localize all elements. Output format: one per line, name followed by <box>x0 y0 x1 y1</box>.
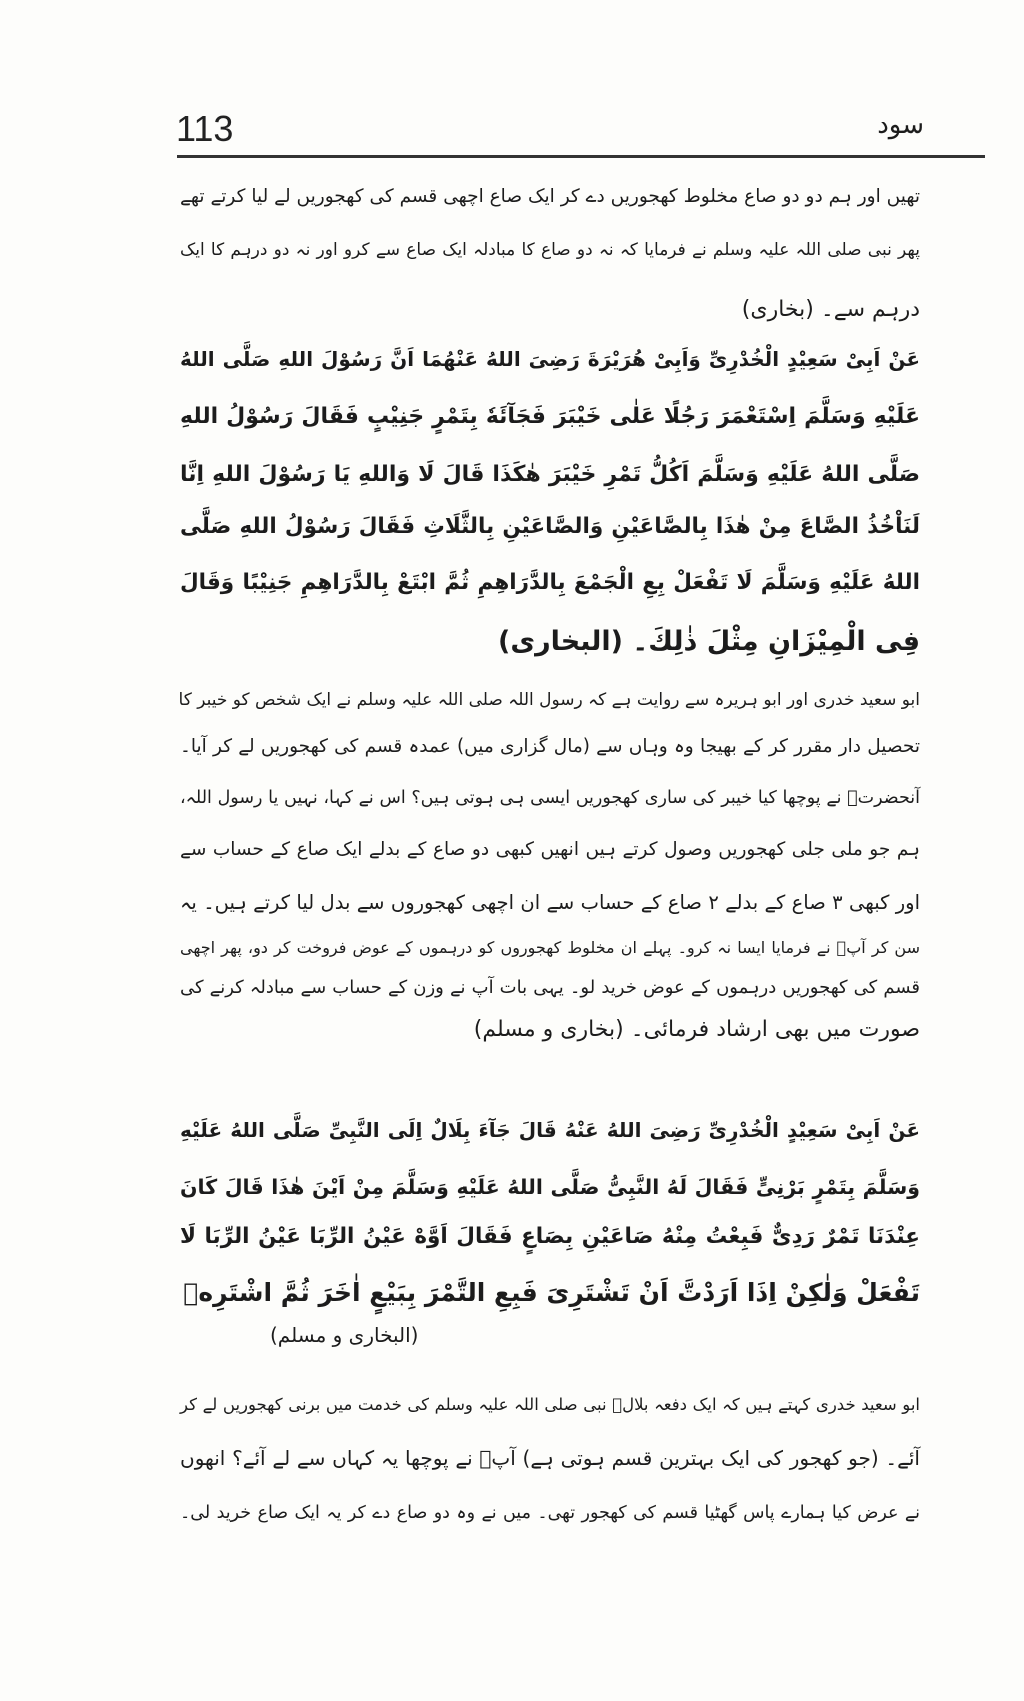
urdu-line: آنحضرتؐ نے پوچھا کیا خیبر کی ساری کھجوریں ایسی ہی ہوتی ہیں؟ اس نے کہا، نہیں یا رسول اللہ، <box>180 788 920 808</box>
arabic-line: تَفْعَلْ وَلٰكِنْ اِذَا اَرَدْتَّ اَنْ تَشْتَرِیَ فَبِعِ التَّمْرَ بِبَیْعٍ اٰخَرَ ثُمَّ اشْتَرِهٖ <box>183 1278 920 1307</box>
urdu-line: تھیں اور ہم دو دو صاع مخلوط کھجوریں دے کر ایک صاع اچھی قسم کی کھجوریں لے لیا کرتے تھے <box>180 186 920 207</box>
urdu-line: صورت میں بھی ارشاد فرمائی۔ (بخاری و مسلم) <box>473 1017 920 1042</box>
urdu-line: درہم سے۔ (بخاری) <box>741 297 920 322</box>
arabic-line: فِی الْمِیْزَانِ مِثْلَ ذٰلِكَ۔ (البخاری) <box>498 626 920 657</box>
header-rule <box>177 155 985 158</box>
arabic-line: عَنْ اَبِیْ سَعِیْدٍ الْخُدْرِیِّ رَضِیَ اللهُ عَنْهُ قَالَ جَآءَ بِلَالٌ اِلَی النَّبِیِّ صَلَّی اللهُ عَلَیْهِ <box>180 1118 920 1142</box>
arabic-line: اللهُ عَلَیْهِ وَسَلَّمَ لَا تَفْعَلْ بِعِ الْجَمْعَ بِالدَّرَاهِمِ ثُمَّ ابْتَعْ بِالدَّرَاهِمِ جَنِیْبًا وَقَالَ <box>180 570 920 595</box>
urdu-line: ابو سعید خدری اور ابو ہریرہ سے روایت ہے کہ رسول اللہ صلی اللہ علیہ وسلم نے ایک شخص کو خیبر کا <box>178 690 920 710</box>
arabic-line: عَلَیْهِ وَسَلَّمَ اِسْتَعْمَرَ رَجُلًا عَلٰی خَیْبَرَ فَجَآئَهٗ بِتَمْرٍ جَنِیْبٍ فَقَالَ رَسُوْلُ اللهِ <box>180 404 920 429</box>
urdu-line: اور کبھی ۳ صاع کے بدلے ۲ صاع کے حساب سے ان اچھی کھجوروں سے بدل لیا کرتے ہیں۔ یہ <box>180 891 920 914</box>
urdu-line: ہم جو ملی جلی کھجوریں وصول کرتے ہیں انھیں کبھی دو صاع کے بدلے ایک صاع کے حساب سے <box>180 839 920 860</box>
urdu-line: سن کر آپؐ نے فرمایا ایسا نہ کرو۔ پہلے ان مخلوط کھجوروں کو درہموں کے عوض فروخت کر دو، پھر اچھی <box>180 938 920 957</box>
urdu-line: آئے۔ (جو کھجور کی ایک بہترین قسم ہوتی ہے) آپؐ نے پوچھا یہ کہاں سے لے آئے؟ انھوں <box>180 1446 920 1470</box>
chapter-title: سود <box>877 110 924 140</box>
urdu-line: ابو سعید خدری کہتے ہیں کہ ایک دفعہ بلالؓ نبی صلی اللہ علیہ وسلم کی خدمت میں برنی کھجوریں لے کر <box>180 1395 920 1414</box>
arabic-line: صَلَّی اللهُ عَلَیْهِ وَسَلَّمَ اَكُلُّ تَمْرِ خَیْبَرَ هٰكَذَا قَالَ لَا وَاللهِ یَا رَسُوْلَ اللهِ اِنَّا <box>180 462 920 487</box>
citation: (البخاری و مسلم) <box>270 1323 419 1347</box>
arabic-line: عِنْدَنَا تَمْرٌ رَدِیٌّ فَبِعْتُ مِنْهُ صَاعَیْنِ بِصَاعٍ فَقَالَ اَوَّهْ عَیْنُ الرِّبَا عَیْنُ الرِّبَا لَا <box>180 1224 920 1249</box>
urdu-line: پھر نبی صلی اللہ علیہ وسلم نے فرمایا کہ نہ دو صاع کا مبادلہ ایک صاع سے کرو اور نہ دو درہم کا ایک <box>180 240 920 260</box>
arabic-line: لَنَاْخُذُ الصَّاعَ مِنْ هٰذَا بِالصَّاعَیْنِ وَالصَّاعَیْنِ بِالثَّلَاثِ فَقَالَ رَسُوْلُ اللهِ صَلَّی <box>180 514 920 539</box>
page-number: 113 <box>176 108 234 149</box>
urdu-line: تحصیل دار مقرر کر کے بھیجا وہ وہاں سے (مال گزاری میں) عمدہ قسم کی کھجوریں لے کر آیا۔ <box>180 736 920 757</box>
urdu-line: نے عرض کیا ہمارے پاس گھٹیا قسم کی کھجور تھی۔ میں نے وہ دو صاع دے کر یہ ایک صاع خرید لی۔ <box>180 1503 920 1523</box>
urdu-line: قسم کی کھجوریں درہموں کے عوض خرید لو۔ یہی بات آپ نے وزن کے حساب سے مبادلہ کرنے کی <box>180 977 920 998</box>
arabic-line: عَنْ اَبِیْ سَعِیْدٍ الْخُدْرِیِّ وَاَبِیْ هُرَیْرَةَ رَضِیَ اللهُ عَنْهُمَا اَنَّ رَسُوْلَ اللهِ صَلَّی اللهُ <box>180 347 920 371</box>
arabic-line: وَسَلَّمَ بِتَمْرٍ بَرْنِیٍّ فَقَالَ لَهُ النَّبِیُّ صَلَّی اللهُ عَلَیْهِ وَسَلَّمَ مِنْ اَیْنَ هٰذَا قَالَ كَانَ <box>180 1175 920 1199</box>
